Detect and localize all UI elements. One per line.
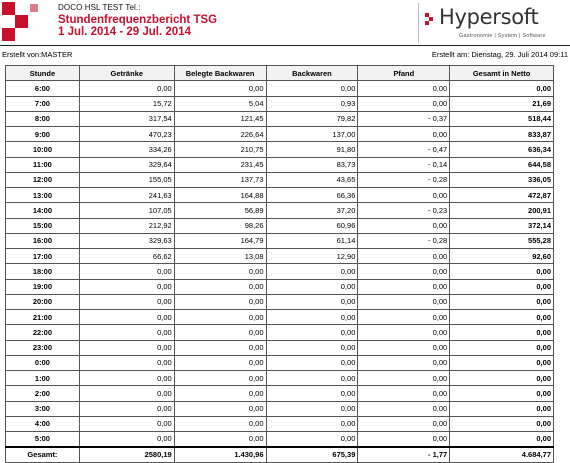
net-total-cell: 636,34 bbox=[450, 142, 554, 157]
value-cell: 0,00 bbox=[266, 294, 358, 309]
value-cell: - 0,28 bbox=[358, 233, 450, 248]
value-cell: 0,00 bbox=[79, 325, 174, 340]
value-cell: 12,90 bbox=[266, 249, 358, 264]
total-cell: 4.684,77 bbox=[450, 447, 554, 462]
column-header-net-total: Gesamt in Netto bbox=[450, 66, 554, 81]
value-cell: 0,00 bbox=[266, 355, 358, 370]
total-cell: 2580,19 bbox=[79, 447, 174, 462]
value-cell: 5,04 bbox=[174, 96, 266, 111]
hour-cell: 5:00 bbox=[6, 432, 80, 447]
net-total-cell: 518,44 bbox=[450, 111, 554, 126]
table-row bbox=[6, 355, 554, 370]
table-row bbox=[6, 279, 554, 294]
value-cell: 137,73 bbox=[174, 172, 266, 187]
value-cell: - 0,14 bbox=[358, 157, 450, 172]
table-row bbox=[6, 203, 554, 218]
table-row bbox=[6, 386, 554, 401]
value-cell: 0,00 bbox=[358, 310, 450, 325]
net-total-cell: 472,87 bbox=[450, 188, 554, 203]
table-row bbox=[6, 111, 554, 126]
value-cell: 83,73 bbox=[266, 157, 358, 172]
hour-cell: 0:00 bbox=[6, 355, 80, 370]
value-cell: 0,00 bbox=[79, 432, 174, 447]
header-text-block bbox=[58, 3, 217, 38]
hour-cell: 10:00 bbox=[6, 142, 80, 157]
value-cell: 0,00 bbox=[358, 294, 450, 309]
value-cell: 0,00 bbox=[79, 264, 174, 279]
net-total-cell: 555,28 bbox=[450, 233, 554, 248]
net-total-cell: 0,00 bbox=[450, 371, 554, 386]
company-name: DOCO HSL TEST Tel.: bbox=[58, 3, 141, 12]
hour-cell: 9:00 bbox=[6, 127, 80, 142]
net-total-cell: 0,00 bbox=[450, 310, 554, 325]
value-cell: 0,00 bbox=[79, 81, 174, 96]
value-cell: 107,05 bbox=[79, 203, 174, 218]
net-total-cell: 0,00 bbox=[450, 294, 554, 309]
hour-cell: 17:00 bbox=[6, 249, 80, 264]
value-cell: 0,00 bbox=[358, 188, 450, 203]
created-at: Erstellt am: Dienstag, 29. Juli 2014 09:11 bbox=[431, 50, 568, 59]
value-cell: 61,14 bbox=[266, 233, 358, 248]
created-by: Erstellt von:MASTER bbox=[2, 50, 73, 59]
value-cell: 0,00 bbox=[266, 81, 358, 96]
table-header-row bbox=[6, 66, 554, 81]
value-cell: 0,00 bbox=[358, 81, 450, 96]
report-header bbox=[0, 0, 570, 46]
hour-cell: 6:00 bbox=[6, 81, 80, 96]
hour-cell: 22:00 bbox=[6, 325, 80, 340]
hour-cell: 3:00 bbox=[6, 401, 80, 416]
value-cell: 0,00 bbox=[358, 96, 450, 111]
value-cell: 0,00 bbox=[79, 310, 174, 325]
value-cell: 0,00 bbox=[174, 371, 266, 386]
value-cell: 60,96 bbox=[266, 218, 358, 233]
hour-cell: 12:00 bbox=[6, 172, 80, 187]
hour-cell: 1:00 bbox=[6, 371, 80, 386]
value-cell: 0,00 bbox=[358, 279, 450, 294]
value-cell: 0,00 bbox=[79, 355, 174, 370]
value-cell: 317,54 bbox=[79, 111, 174, 126]
value-cell: 0,00 bbox=[174, 340, 266, 355]
brand-name: Hypersoft bbox=[439, 5, 539, 29]
net-total-cell: 200,91 bbox=[450, 203, 554, 218]
net-total-cell: 0,00 bbox=[450, 355, 554, 370]
table-row bbox=[6, 264, 554, 279]
hour-cell: 8:00 bbox=[6, 111, 80, 126]
totals-label: Gesamt: bbox=[6, 447, 80, 462]
report-date-range: 1 Jul. 2014 - 29 Jul. 2014 bbox=[58, 26, 191, 38]
table-row bbox=[6, 340, 554, 355]
value-cell: 164,79 bbox=[174, 233, 266, 248]
net-total-cell: 0,00 bbox=[450, 325, 554, 340]
value-cell: 13,08 bbox=[174, 249, 266, 264]
value-cell: 0,00 bbox=[79, 340, 174, 355]
table-row bbox=[6, 294, 554, 309]
total-cell: 675,39 bbox=[266, 447, 358, 462]
net-total-cell: 0,00 bbox=[450, 264, 554, 279]
value-cell: 231,45 bbox=[174, 157, 266, 172]
value-cell: 0,00 bbox=[266, 401, 358, 416]
hour-cell: 11:00 bbox=[6, 157, 80, 172]
value-cell: 15,72 bbox=[79, 96, 174, 111]
value-cell: 0,00 bbox=[266, 264, 358, 279]
value-cell: 0,00 bbox=[174, 81, 266, 96]
value-cell: 0,00 bbox=[358, 355, 450, 370]
hour-cell: 16:00 bbox=[6, 233, 80, 248]
column-header-hour: Stunde bbox=[6, 66, 80, 81]
table-row bbox=[6, 371, 554, 386]
value-cell: 0,00 bbox=[358, 127, 450, 142]
company-logo bbox=[2, 2, 46, 44]
value-cell: 155,05 bbox=[79, 172, 174, 187]
value-cell: 0,00 bbox=[174, 401, 266, 416]
total-cell: - 1,77 bbox=[358, 447, 450, 462]
value-cell: 0,00 bbox=[174, 294, 266, 309]
value-cell: 0,00 bbox=[266, 416, 358, 431]
value-cell: 0,00 bbox=[79, 294, 174, 309]
brand-tagline: Gastronomie | System | Software bbox=[459, 33, 546, 39]
value-cell: 0,00 bbox=[266, 432, 358, 447]
table-row bbox=[6, 142, 554, 157]
value-cell: 91,80 bbox=[266, 142, 358, 157]
net-total-cell: 0,00 bbox=[450, 279, 554, 294]
hour-cell: 14:00 bbox=[6, 203, 80, 218]
table-row bbox=[6, 188, 554, 203]
table-row bbox=[6, 401, 554, 416]
value-cell: 0,00 bbox=[266, 310, 358, 325]
value-cell: 0,00 bbox=[79, 416, 174, 431]
report-title: Stundenfrequenzbericht TSG bbox=[58, 14, 218, 26]
table-row bbox=[6, 218, 554, 233]
value-cell: 0,00 bbox=[174, 310, 266, 325]
net-total-cell: 0,00 bbox=[450, 401, 554, 416]
value-cell: 0,00 bbox=[266, 325, 358, 340]
value-cell: 121,45 bbox=[174, 111, 266, 126]
hour-cell: 2:00 bbox=[6, 386, 80, 401]
total-cell: 1.430,96 bbox=[174, 447, 266, 462]
value-cell: 0,00 bbox=[79, 401, 174, 416]
hour-cell: 18:00 bbox=[6, 264, 80, 279]
hour-cell: 19:00 bbox=[6, 279, 80, 294]
net-total-cell: 644,58 bbox=[450, 157, 554, 172]
table-row bbox=[6, 325, 554, 340]
value-cell: 334,26 bbox=[79, 142, 174, 157]
table-body bbox=[6, 81, 554, 447]
table-row bbox=[6, 81, 554, 96]
net-total-cell: 0,00 bbox=[450, 432, 554, 447]
value-cell: 226,64 bbox=[174, 127, 266, 142]
hypersoft-brand bbox=[418, 3, 568, 43]
value-cell: 241,63 bbox=[79, 188, 174, 203]
value-cell: 329,64 bbox=[79, 157, 174, 172]
value-cell: 0,00 bbox=[358, 432, 450, 447]
column-header-filled-bakery: Belegte Backwaren bbox=[174, 66, 266, 81]
value-cell: 79,82 bbox=[266, 111, 358, 126]
hour-cell: 4:00 bbox=[6, 416, 80, 431]
value-cell: - 0,23 bbox=[358, 203, 450, 218]
value-cell: 56,89 bbox=[174, 203, 266, 218]
value-cell: 0,00 bbox=[79, 279, 174, 294]
hour-cell: 7:00 bbox=[6, 96, 80, 111]
value-cell: 212,92 bbox=[79, 218, 174, 233]
net-total-cell: 21,69 bbox=[450, 96, 554, 111]
value-cell: 0,93 bbox=[266, 96, 358, 111]
hour-cell: 21:00 bbox=[6, 310, 80, 325]
hour-cell: 13:00 bbox=[6, 188, 80, 203]
value-cell: 329,63 bbox=[79, 233, 174, 248]
value-cell: 0,00 bbox=[174, 279, 266, 294]
net-total-cell: 833,87 bbox=[450, 127, 554, 142]
table-row bbox=[6, 233, 554, 248]
net-total-cell: 0,00 bbox=[450, 386, 554, 401]
totals-row bbox=[6, 447, 554, 462]
value-cell: 0,00 bbox=[266, 386, 358, 401]
column-header-deposit: Pfand bbox=[358, 66, 450, 81]
value-cell: - 0,37 bbox=[358, 111, 450, 126]
value-cell: 0,00 bbox=[358, 218, 450, 233]
value-cell: 0,00 bbox=[358, 386, 450, 401]
net-total-cell: 0,00 bbox=[450, 81, 554, 96]
value-cell: 210,75 bbox=[174, 142, 266, 157]
net-total-cell: 92,60 bbox=[450, 249, 554, 264]
value-cell: 0,00 bbox=[174, 325, 266, 340]
value-cell: 0,00 bbox=[358, 401, 450, 416]
value-cell: 0,00 bbox=[358, 264, 450, 279]
table-row bbox=[6, 416, 554, 431]
value-cell: 0,00 bbox=[358, 340, 450, 355]
value-cell: 0,00 bbox=[358, 325, 450, 340]
value-cell: 0,00 bbox=[266, 340, 358, 355]
column-header-beverages: Getränke bbox=[79, 66, 174, 81]
value-cell: 470,23 bbox=[79, 127, 174, 142]
value-cell: 0,00 bbox=[266, 279, 358, 294]
table-row bbox=[6, 127, 554, 142]
hour-cell: 23:00 bbox=[6, 340, 80, 355]
brand-arrow-icon bbox=[425, 13, 435, 25]
table-row bbox=[6, 172, 554, 187]
net-total-cell: 0,00 bbox=[450, 416, 554, 431]
hourly-frequency-table bbox=[5, 65, 554, 463]
value-cell: 0,00 bbox=[358, 416, 450, 431]
hour-cell: 15:00 bbox=[6, 218, 80, 233]
value-cell: 0,00 bbox=[358, 371, 450, 386]
value-cell: 137,00 bbox=[266, 127, 358, 142]
table-row bbox=[6, 157, 554, 172]
value-cell: - 0,47 bbox=[358, 142, 450, 157]
table-row bbox=[6, 249, 554, 264]
value-cell: 0,00 bbox=[266, 371, 358, 386]
net-total-cell: 0,00 bbox=[450, 340, 554, 355]
value-cell: 98,26 bbox=[174, 218, 266, 233]
hour-cell: 20:00 bbox=[6, 294, 80, 309]
table-row bbox=[6, 310, 554, 325]
value-cell: 0,00 bbox=[358, 249, 450, 264]
table-row bbox=[6, 96, 554, 111]
value-cell: 0,00 bbox=[174, 355, 266, 370]
value-cell: 0,00 bbox=[174, 386, 266, 401]
value-cell: 0,00 bbox=[79, 371, 174, 386]
value-cell: 0,00 bbox=[79, 386, 174, 401]
value-cell: 43,65 bbox=[266, 172, 358, 187]
value-cell: 37,20 bbox=[266, 203, 358, 218]
value-cell: 0,00 bbox=[174, 416, 266, 431]
net-total-cell: 372,14 bbox=[450, 218, 554, 233]
value-cell: 66,36 bbox=[266, 188, 358, 203]
value-cell: 0,00 bbox=[174, 432, 266, 447]
net-total-cell: 336,05 bbox=[450, 172, 554, 187]
table-row bbox=[6, 432, 554, 447]
value-cell: 0,00 bbox=[174, 264, 266, 279]
value-cell: 164,88 bbox=[174, 188, 266, 203]
value-cell: - 0,28 bbox=[358, 172, 450, 187]
column-header-bakery: Backwaren bbox=[266, 66, 358, 81]
value-cell: 66,62 bbox=[79, 249, 174, 264]
